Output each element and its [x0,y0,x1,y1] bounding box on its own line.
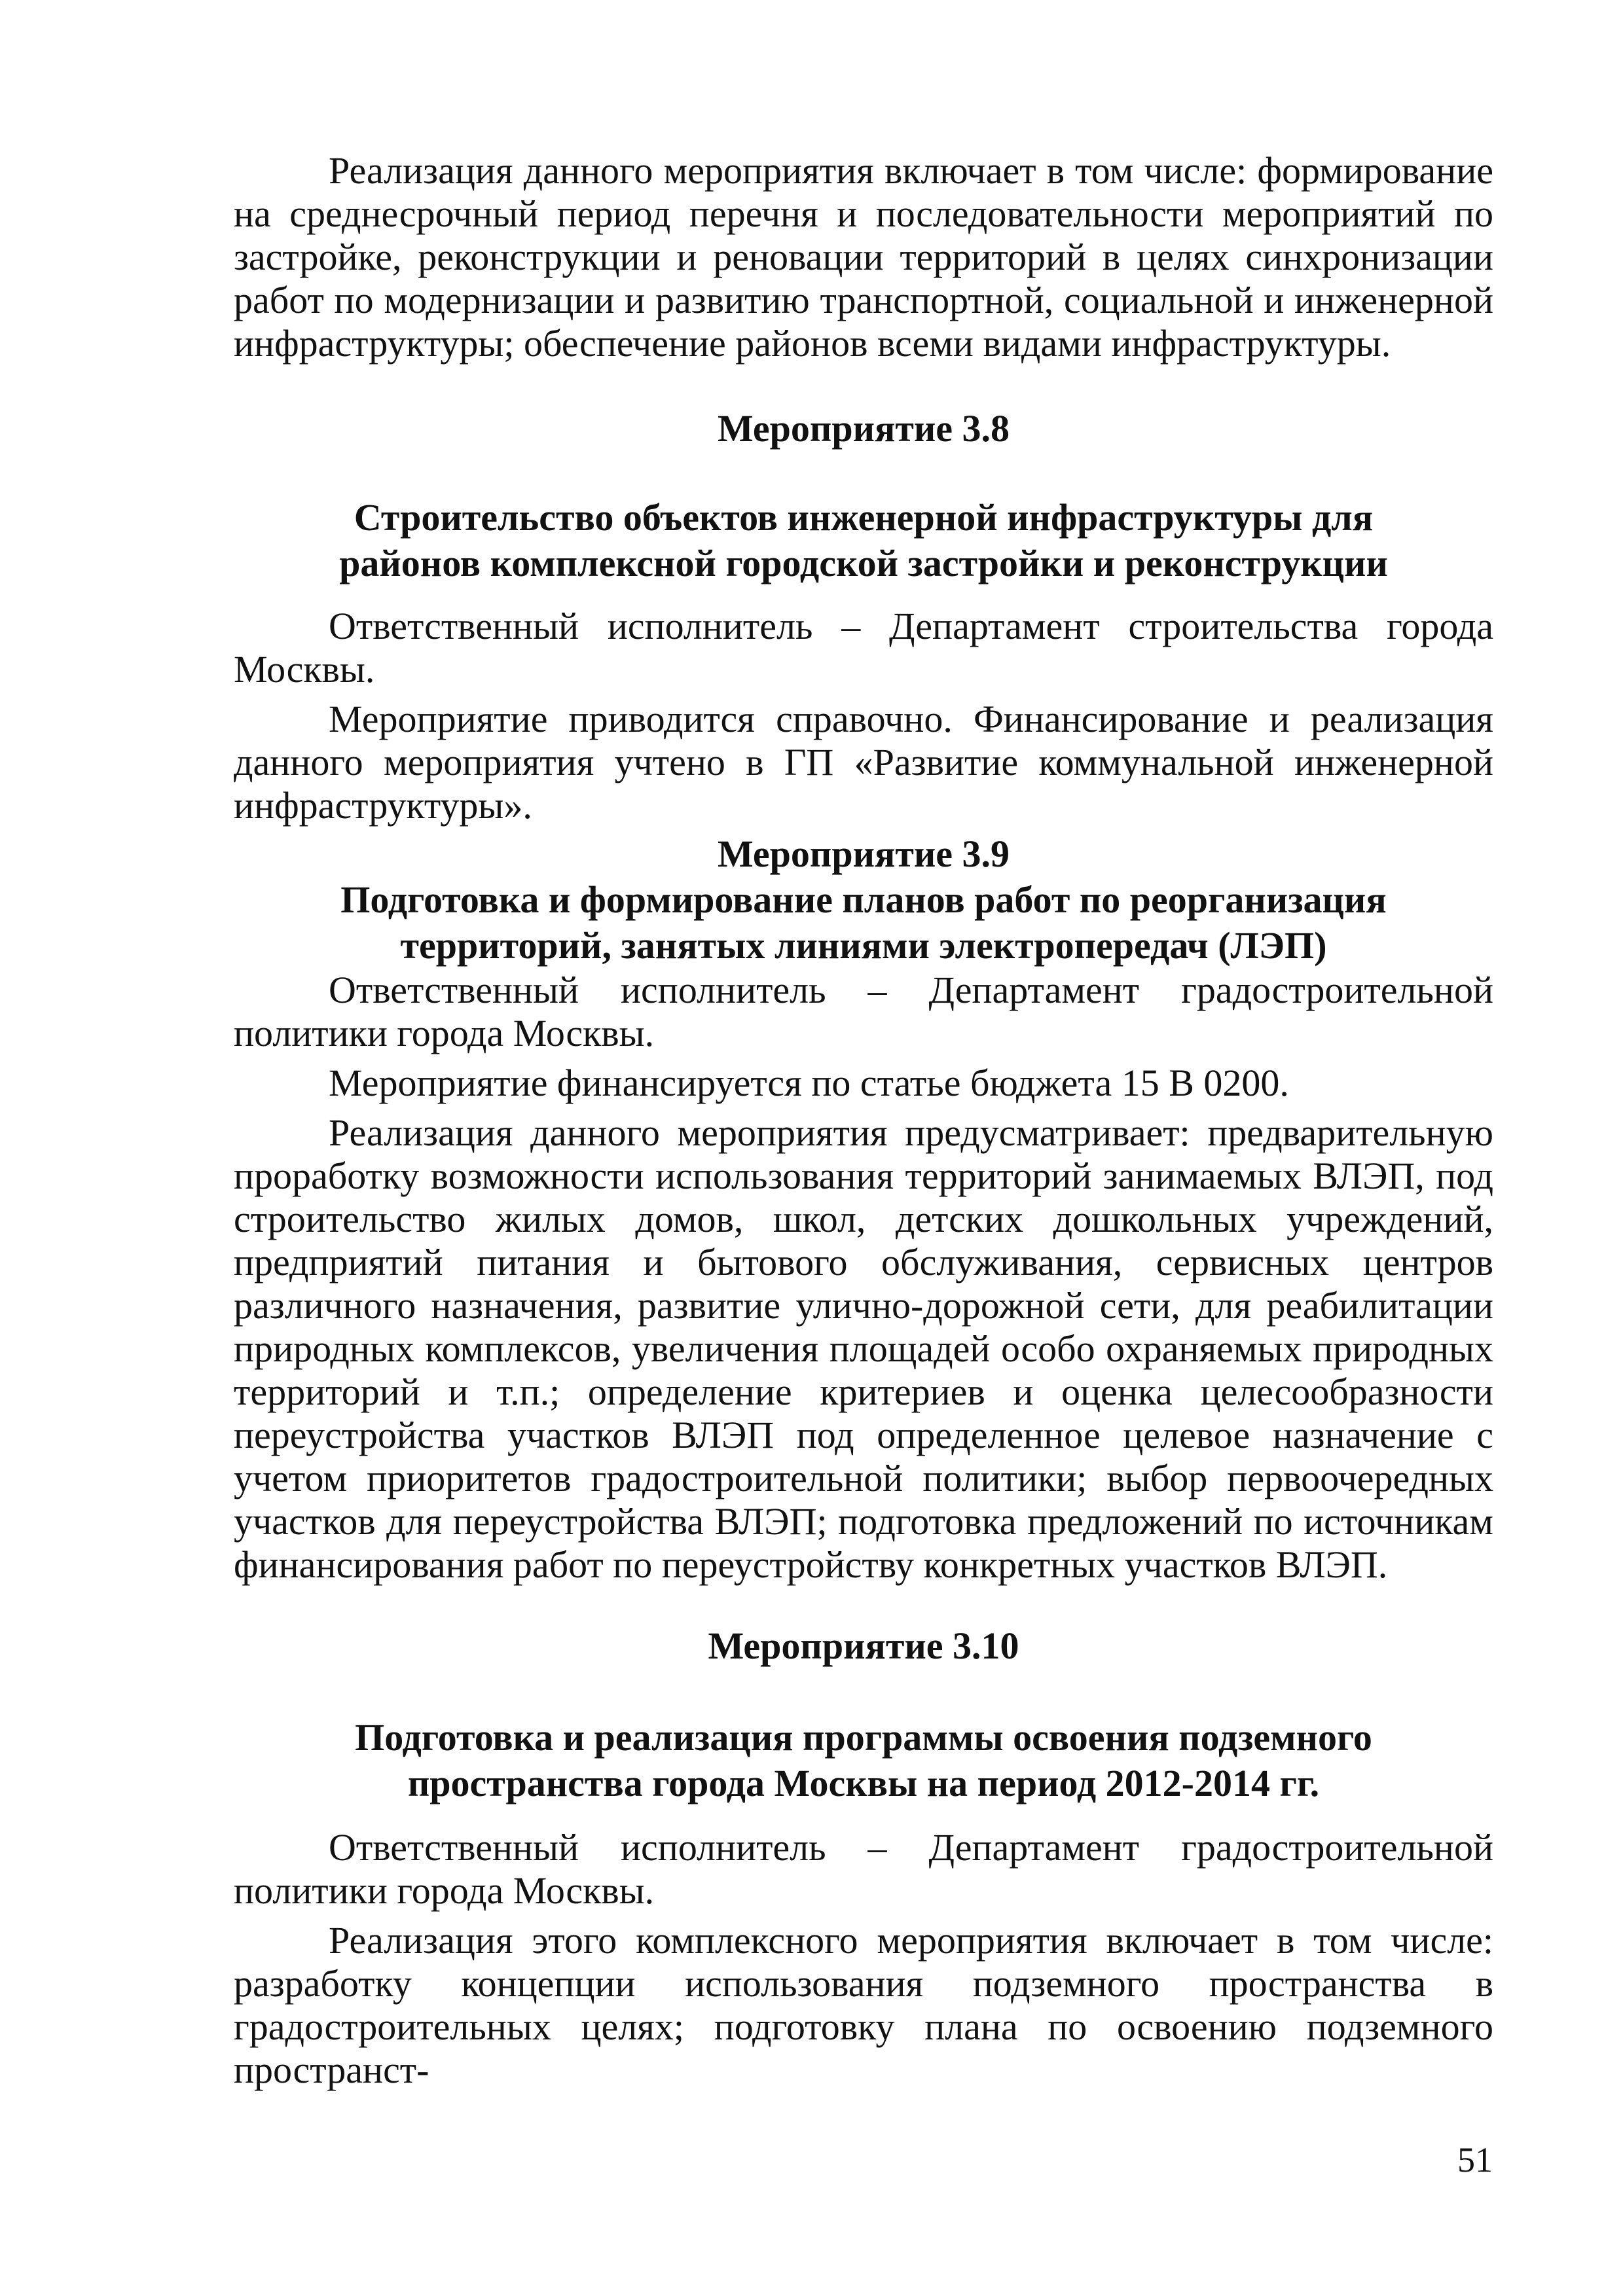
intro-paragraph: Реализация данного мероприятия включает в том числе: формирование на среднесрочный период перечня и последовательности мероприятий по застройке, реконструкции и реновации территорий в целях синхронизации работ по модернизации и развитию транспортной, социальной и инженерной инфраструктуры; обеспечение районов всеми видами инфраструктуры. [234,149,1493,365]
measure-3-9-responsible: Ответственный исполнитель – Департамент градостроительной политики города Москвы. [234,969,1493,1054]
measure-3-8-number: Мероприятие 3.8 [717,407,1010,450]
measure-3-9-title: Подготовка и формирование планов работ по реорганизация территорий, занятых линиями электропередач (ЛЭП) [340,878,1387,967]
measure-3-10-implementation: Реализация этого комплексного мероприятия включает в том числе: разработку концепции использования подземного пространства в градостроительных целях; подготовку плана по освоению подземного пространст- [234,1919,1493,2091]
measure-3-9-implementation: Реализация данного мероприятия предусматривает: предварительную проработку возможности использования территорий занимаемых ВЛЭП, под строительство жилых домов, школ, детских дошкольных учреждений, предприятий питания и бытового обслуживания, сервисных центров различного назначения, развитие улично-дорожной сети, для реабилитации природных комплексов, увеличения площадей особо охраняемых природных территорий и т.п.; определение критериев и оценка целесообразности переустройства участков ВЛЭП под определенное целевое назначение с учетом приоритетов градостроительной политики; выбор первоочередных участков для переустройства ВЛЭП; подготовка предложений по источникам финансирования работ по переустройству конкретных участков ВЛЭП. [234,1111,1493,1586]
measure-3-9-budget: Мероприятие финансируется по статье бюджета 15 В 0200. [329,1062,1289,1104]
measure-3-10-number: Мероприятие 3.10 [708,1624,1019,1667]
page-content [234,149,1493,2092]
measure-3-9-number: Мероприятие 3.9 [717,833,1010,875]
measure-3-10-responsible: Ответственный исполнитель – Департамент градостроительной политики города Москвы. [234,1826,1493,1912]
measure-3-8-responsible: Ответственный исполнитель – Департамент строительства города Москвы. [234,605,1493,691]
measure-3-8-note: Мероприятие приводится справочно. Финансирование и реализация данного мероприятия учтено в ГП «Развитие коммунальной инженерной инфраструктуры». [234,698,1493,827]
measure-3-10-title: Подготовка и реализация программы освоения подземного пространства города Москвы на период 2012-2014 гг. [355,1716,1372,1804]
measure-3-8-title: Строительство объектов инженерной инфраструктуры для районов комплексной городской застройки и реконструкции [339,496,1388,584]
page-number: 51 [1457,2140,1493,2179]
